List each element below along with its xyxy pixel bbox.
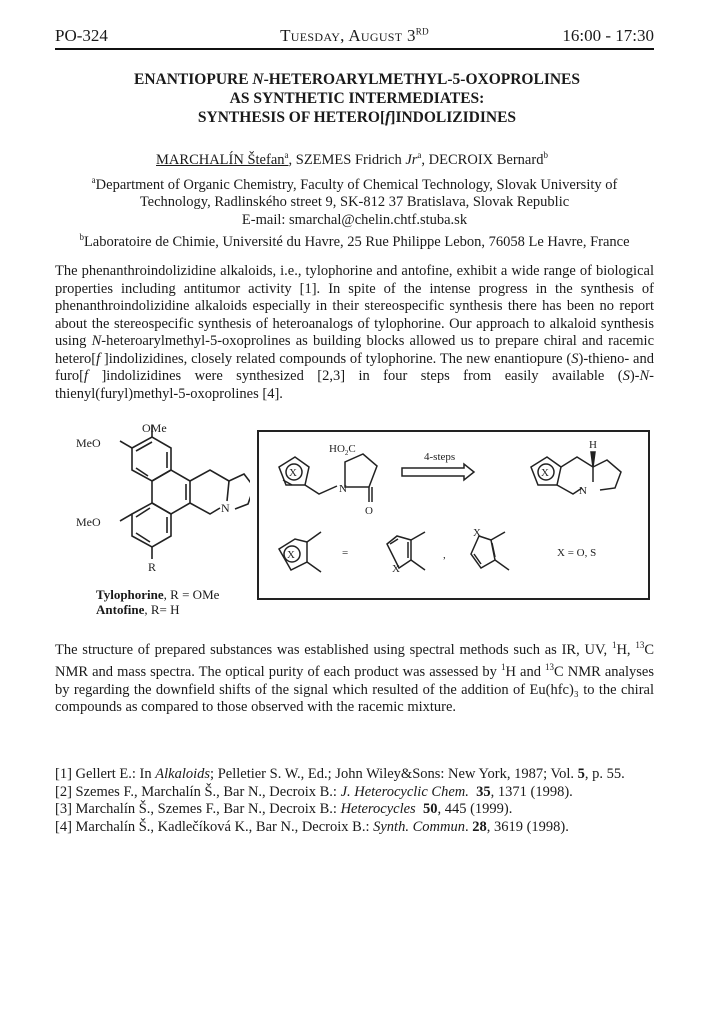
tylophorine-structure (60, 420, 250, 585)
affiliation-mark: a (417, 150, 422, 160)
page-header (55, 24, 654, 50)
ref-text: , 3619 (1998). (486, 818, 569, 835)
equals-sign: = (342, 547, 349, 559)
caption-text: , R= H (144, 602, 180, 617)
compound-name: Tylophorine (96, 587, 164, 602)
author-name: , SZEMES Fridrich (288, 151, 406, 168)
meo-lower-label: MeO (76, 515, 101, 529)
ref-text: , 445 (1999). (437, 801, 513, 817)
meo-upper-label: MeO (76, 436, 101, 450)
isotope-mark: 1 (500, 662, 506, 673)
presenting-author (156, 152, 288, 168)
body-text: -heteroarylmethyl-5-oxoprolines as building blocks allowed us to prepare chiral and racemic hetero[ (55, 333, 655, 367)
ref-text: , 1371 (1998). (490, 783, 573, 800)
day-suffix: RD (415, 26, 429, 37)
reaction-scheme-box (257, 430, 650, 600)
caption-text: , R = OMe (163, 587, 220, 602)
title-italic-n: N (252, 71, 264, 88)
ref-volume: 5 (577, 766, 585, 782)
x-option1-label: X (392, 563, 400, 575)
o-label: O (365, 505, 373, 517)
oxoproline-ring (345, 454, 377, 487)
piperidine-bond (190, 470, 229, 481)
caption-tylophorine (96, 587, 219, 602)
author-suffix: Jr (405, 151, 418, 168)
email-address: E-mail: smarchal@chelin.chtf.stuba.sk (241, 211, 468, 228)
body-text: The structure of prepared substances was established using spectral methods such as IR, UV, (55, 641, 612, 658)
title-line-1 (60, 70, 654, 89)
italic-text: f (96, 350, 101, 367)
affiliation-b (50, 229, 659, 251)
ome-top-label: OMe (142, 421, 167, 435)
lower-aromatic-ring (132, 503, 171, 547)
ref-volume: 35 (476, 783, 491, 800)
n-label: N (221, 501, 230, 515)
comma-sign: , (443, 549, 446, 561)
x-product-label: X (541, 467, 549, 479)
body-text: )- (629, 368, 640, 384)
abstract-paragraph-1 (55, 263, 654, 403)
h-label: H (589, 439, 597, 451)
piperidine-bond (190, 503, 220, 514)
title-text: ]INDOLIZIDINES (390, 109, 517, 126)
ref-text: , p. 55. (584, 766, 625, 782)
caption-antofine (96, 602, 219, 617)
body-text: H, (616, 641, 636, 658)
title-text: SYNTHESIS OF HETERO[ (197, 109, 386, 126)
affiliations (50, 172, 659, 252)
reference-4 (55, 819, 654, 837)
ref-volume: 50 (422, 801, 438, 817)
n-product-label: N (579, 485, 587, 497)
poster-code: PO-324 (55, 26, 108, 45)
upper-aromatic-ring (132, 437, 171, 481)
x-generic-label: X (287, 549, 295, 561)
author-name: MARCHALÍN Štefan (156, 151, 285, 168)
references (55, 766, 654, 836)
abstract-paragraph-2 (55, 637, 654, 717)
x-option2-label: X (473, 527, 481, 539)
ref-text: [3] Marchalín Š., Szemes F., Bar N., Decroix B.: (55, 801, 341, 817)
body-text: -thienyl(furyl)methyl-5-oxoprolines [4]. (55, 368, 654, 402)
reference-1 (55, 766, 654, 784)
ref-text: [2] Szemes F., Marchalín Š., Bar N., Decroix B.: (55, 783, 341, 800)
r-label: R (148, 560, 157, 574)
central-ring (152, 470, 190, 514)
affiliation-mark: b (79, 232, 84, 243)
affiliation-mark: b (543, 150, 548, 160)
ref-volume: 28 (472, 818, 487, 835)
ref-italic: Heterocycles (340, 801, 416, 817)
italic-text: S (571, 350, 579, 367)
ref-italic: Synth. Commun (373, 818, 465, 835)
x-definition: X = O, S (557, 547, 597, 559)
arrow-label: 4-steps (424, 451, 456, 463)
isotope-mark: 13 (635, 640, 645, 650)
body-text: )-thieno- and furo[ (55, 350, 654, 384)
compound-name: Antofine (96, 602, 145, 617)
body-text: ]indolizidines, closely related compounds of tylophorine. The new enantiopure ( (100, 350, 572, 367)
ref-text: [4] Marchalín Š., Kadlečíková K., Bar N., Decroix B.: (55, 818, 374, 835)
ref-text: ; Pelletier S. W., Ed.; John Wiley&Sons: New York, 1987; Vol. (210, 766, 578, 782)
affiliation-text: Laboratoire de Chimie, Université du Havre, 25 Rue Philippe Lebon, 76058 Le Havre, France (83, 234, 630, 251)
italic-text: S (622, 368, 630, 384)
body-text: C NMR and mass spectra. The optical purity of each product was assessed by (55, 641, 654, 681)
affiliation-text: Department of Organic Chemistry, Faculty of Chemical Technology, Slovak University of (95, 176, 618, 193)
reaction-arrow (402, 464, 474, 480)
italic-text: N (639, 368, 650, 384)
title-text: ENANTIOPURE (134, 71, 253, 88)
structure-caption (96, 587, 219, 617)
ref-italic: Alkaloids (155, 766, 211, 782)
reference-2 (55, 784, 654, 802)
body-text: The phenanthroindolizidine alkaloids, i.e., tylophorine and antofine, exhibit a wide range of biological properties including antitumor activity [1]. In spite of the intense progress in the synthesis of phenanthroindolizidine alkaloids especially in their stereospecific synthesis there has been no report about the stereospecific synthesis of heteroanalogs of tylophorine. Our approach to alkaloid synthesis using (55, 263, 654, 349)
ref-text: [1] Gellert E.: In (55, 766, 156, 782)
title-line-3 (60, 108, 654, 127)
body-text: C NMR analyses by regarding the downfield shifts of the signal which resulted of the addition of Eu(hfc)₃ to the chiral compounds as compared to those observed with the racemic mixture. (55, 664, 654, 716)
ho2c-text: HO (329, 443, 345, 455)
affiliation-a-cont: Technology, Radlinského street 9, SK-812 37 Bratislava, Slovak Republic (139, 194, 570, 211)
paper-title (60, 70, 654, 127)
affiliation-mark: a (284, 150, 289, 160)
ref-italic: J. Heterocyclic Chem. (340, 783, 469, 800)
reference-3 (55, 801, 654, 819)
isotope-mark: 1 (611, 640, 617, 650)
title-line-2: AS SYNTHETIC INTERMEDIATES: (229, 90, 485, 107)
italic-text: f (84, 368, 89, 384)
title-text: -HETEROARYLMETHYL-5-OXOPROLINES (263, 71, 580, 88)
heterocycle-option-2 (471, 536, 495, 568)
body-text: ]indolizidines were synthesized [2,3] in four steps from easily available ( (88, 368, 623, 384)
ref-text: . (464, 818, 473, 835)
reaction-scheme (259, 432, 648, 598)
title-italic-f: f (385, 109, 391, 126)
n-label: N (339, 483, 347, 495)
isotope-mark: 13 (545, 662, 555, 673)
author-list (50, 150, 654, 169)
author-name: , DECROIX Bernard (421, 151, 544, 168)
body-text: H and (505, 664, 546, 681)
ho2c-label (329, 443, 356, 457)
session-day-text: Tuesday, August 3 (280, 26, 416, 45)
ho2c-c: C (348, 443, 356, 455)
x-ring-label: X (289, 467, 297, 479)
affiliation-a (50, 172, 659, 194)
session-time: 16:00 - 17:30 (562, 26, 654, 45)
affiliation-mark: a (91, 175, 96, 185)
italic-text: N (91, 333, 102, 349)
ho2c-subscript: 2 (344, 449, 349, 457)
ref-text (416, 801, 423, 817)
